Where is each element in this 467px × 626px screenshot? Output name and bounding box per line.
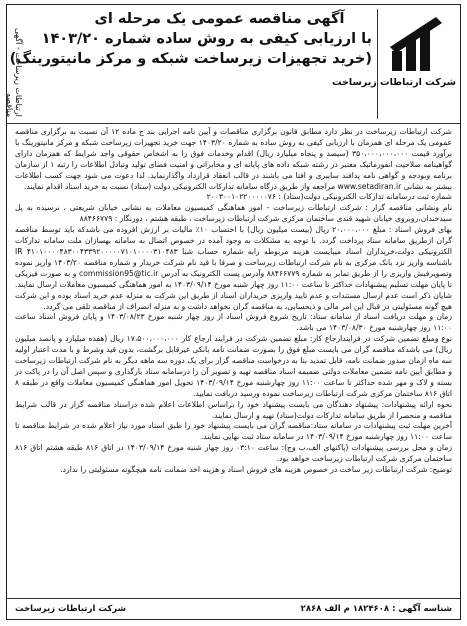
title-line-1: آگهی مناقصه عمومی یک مرحله ای	[94, 11, 345, 27]
paragraph-document-deadline: زمان و مهلت دریافت اسناد از سامانه ستاد: تاریخ شروع فروش اسناد از روز چهار شنبه مورخ ۱۴۰۳/۰۸/۲۳ و پایان فروش اسناد ساعت ۱۱:۰۰ روز چهارشنبه مورخ ۱۴۰۳/۰۸/۳۰ می باشد.	[15, 312, 452, 333]
paragraph-document-price: بهای فروش اسناد : مبلغ ۲۰،۰۰۰،۰۰۰ ریال (بیست میلیون ریال) با احتساب ۱۰٪ مالیات بر ارزش افزوده می باشدکه باید توسط مناقصه گران ازطریق سامانه ستاد پرداخت گردد. با توجه به مشکلات به وجود آمده در خصوص اتصال به سامانه بهسازان ملت سامانه تدارکات الکترونیکی دولت،خریداران اسناد میبایست هزینه مربوطه رابه شماره حساب شبا IR ۴۱۰۱۰۰۰۰۴۸۳۰۰۴۳۳۹۲۰۰۰۰۰۷۱۰۱۰۰۰۰۳۱۰۴۸۳ باشناسه واریز نزد بانک مرکزی به نام شرکت ارتباطات زیرساخت و صرفا با قید نام شرکت خریدار و شماره مناقصه ۱۴۰۳/۲۰ واریز نموده وتصویرفیش واریزی را از طریق تمابر به شماره ۸۸۴۶۶۷۷۹ وآدرس پست الکترونیک به آدرس commission95@tic.ir و به صورت فیزیکی تا پایان مهلت تسلیم پیشنهادات حداکثر تا ساعت ۱۱:۰۰ روز چهار شنبه مورخ ۱۴۰۳/۰۹/۱۴ به امور هماهنگی کمیسیون معاملات ارسال نمایند. شایان ذکر است عدم ارسال مستندات و عدم تایید واریزی خریداران اسناد از طریق این شرکت به منزله عدم خرید اسناد بوده و این شرکت هیچ گونه مسئولیتی در قبال این امر مالی و ذیحسابی، به مناقصه گران نخواهد داشت و به منزله انصراف از مناقصه تلقی می گردد.	[15, 225, 453, 311]
notice-id: شناسه آگهی : ۱۸۲۴۶۰۸ م الف ۲۸۶۸	[300, 604, 452, 614]
footer-company: شرکت ارتباطات زیرساخت	[15, 604, 126, 614]
paragraph-submission-method: نحوه ارائه پیشنهادات: پیشنهاد دهندگان می بایست پیشنهاد خود را براساس اطلاعات اعلام شده دراسناد مناقصه گزار در قالب شرایط مناقصه و منحصرا از طریق سامانه تدارکات دولت(ستاد) تهیه و ارسال نمایند.	[15, 399, 452, 420]
notice-title	[9, 9, 372, 69]
notice-header	[7, 5, 460, 124]
side-caption: ارتباطات زیرساخت - آگهی مناقصه	[5, 28, 23, 117]
paragraph-guarantee: نوع ومبلغ تضمین شرکت در فرایندارجاع کار: مبلغ تضمین شرکت در فرایند ارجاع کار ۱۷،۵۰۰،۰۰۰،۰۰۰ ریال (هفده میلیارد و پانصد میلیون ریال) می باشدکه مناقصه گران می بایست مبلغ فوق را بصورت ضمانت نامه بانکی غیرقابل برگشت، بدون قید وشرط و با مدت اعتبار اولیه سه ماه ازمان صدور ضمانت نامه، قابل تمدید بنا به درخواست مناقصه گزار برای یک دوره سه ماهه دیگر به نام شرکت ارتباطات زیرساخت و مطابق آیین نامه تضمین معاملات دولتی ضمیمه اسناد مناقصه تهیه و تصویر آن را درسامانه ستاد بارگذاری و سپس اصل آن را در پاکت در بسته و لاک و مهر شده حداکثر تا ساعت ۱۱:۰۰ روز چهارشنبه مورخ ۱۴۰۳/۰۹/۱۴ تحویل امور هماهنگی کمیسیون معاملات واقع در طبقه ۸ اتاق ۸۱۶ ساختمان مرکزی شرکت ارتباطات زیرساخت نموده ورسید دریافت نمایید.	[15, 334, 452, 398]
paragraph-registration-number: شماره ثبت درسامانه تدارکات الکترونیکی دولت(ستاد) : ۲۰۰۳۰۰۱۰۲۲۰۰۰۰۰۷۶	[206, 192, 452, 202]
company-logo	[331, 9, 456, 119]
logo-caption: شرکت ارتباطات زیرساخت	[331, 77, 456, 88]
infrastructure-logo-icon	[386, 13, 448, 75]
notice-footer	[7, 598, 460, 619]
tender-notice-page	[6, 4, 461, 620]
paragraph-opening: زمان و محل بررسی پیشنهادات (پاکتهای الف،ب وج): ساعت ۰۳:۱۰ روز چهار شنبه مورخ ۱۴۰۳/۰۹/۱۴ در اتاق ۸۱۶ طبقه هشتم اتاق ۸۱۶ ساختمان مرکزی شرکت ارتباطات زیرساخت خواهد بود.	[15, 443, 452, 464]
notice-body	[15, 127, 452, 597]
title-line-3: (خرید تجهیزات زیرساخت شبکه و مرکز مانیتورینگ)	[9, 51, 372, 67]
paragraph-intro: شرکت ارتباطات زیرساخت در نظر دارد مطابق قانون برگزاری مناقصات و آیین نامه اجرایی بند ج ماده ۱۲ آن نسبت به برگزاری مناقصه عمومی یک مرحله ای همزمان با ارزیابی کیفی به روش ساده به شماره ۱۴۰۳/۲۰ جهت خرید تجهیزات زیرساخت شبکه و مرکز مانیتورینگ با برآورد قیمت ۳۵۰،۰۰۰،۰۰۰،۰۰۰ (سیصد و پنجاه میلیارد ریال) اقدام وخدمات فوق را به اشخاص حقوقی واجد شرایط که همزمان دارای گواهینامه صلاحیت انفورماتیک معتبر در رشته شبکه داده های پایانه ای و مخابراتی و امنیت فضای تولید وتبادل اطلاعات را رتبه ۱ از سازمان برنامه وبودجه و گواهی نامه پدافند سایبری و افتا می باشند در قالب انعقاد قرارداد واگذارنماید. لذا دعوت می شود جهت کسب اطلاعات بیشتر به نشانی www.setadiran.ir مراجعه واز طریق درگاه سامانه تدارکات الکترونیکی دولت (ستاد) نسبت به خرید اسناد اقدام نمایند.	[15, 127, 453, 191]
paragraph-note: توضیح: شرکت ارتباطات زیر ساخت در خصوص هزینه های فروش اسناد و هزینه اخذ ضمانت نامه هیچگونه مسئولیتی را ندارد.	[60, 465, 452, 475]
paragraph-tenderer-address: نام ونشانی مناقصه گزار : شرکت ارتباطات زیرساخت - امور هماهنگی کمیسیون معاملات به نشانی خیابان شریعتی ، نرسیده به پل سیدخندان،روبروی خیابان شهید قندی ساختمان مرکزی شرکت ارتباطات زیرساخت ، طبقه هشتم ، دورنگار : ۸۸۴۶۶۷۷۹	[15, 203, 452, 224]
title-line-2: با ارزیابی کیفی به روش ساده شماره ۱۴۰۳/۲۰	[41, 31, 372, 47]
paragraph-final-deadline: آخرین مهلت ثبت پیشنهادات در سامانه ستاد:مناقصه گران می بایست پیشنهاد خود را طبق اسناد مورد نیاز اعلام شده در شرایط مناقصه تا ساعت ۱۱:۰۰ روز چهارشنبه مورخ ۱۴۰۳/۰۹/۱۴ در سامانه ستاد ثبت نهایی نمایند.	[15, 421, 452, 442]
